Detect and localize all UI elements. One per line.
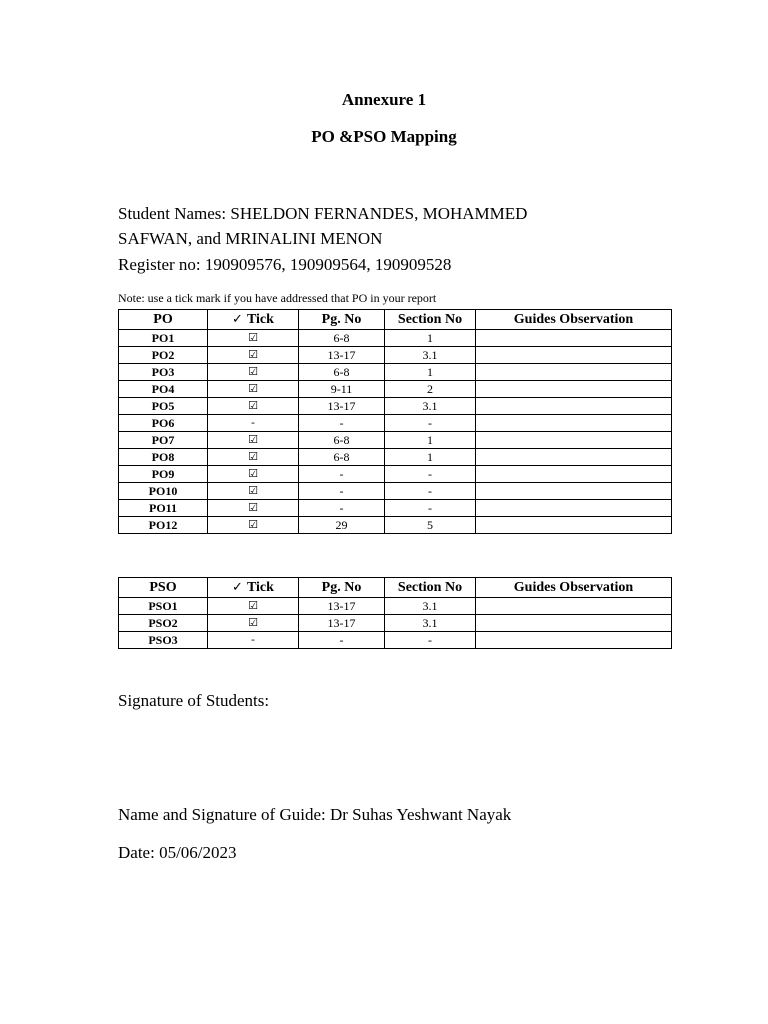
- pso-header-pg-no: Pg. No: [299, 578, 385, 598]
- section-number-cell: 1: [385, 364, 476, 381]
- section-number-cell: 3.1: [385, 347, 476, 364]
- pso-header-guides-observation: Guides Observation: [476, 578, 672, 598]
- page-number-cell: -: [299, 632, 385, 649]
- po-header-po: PO: [119, 310, 208, 330]
- page-number-cell: 6-8: [299, 364, 385, 381]
- pso-label: PSO2: [119, 615, 208, 632]
- po-header-section-no: Section No: [385, 310, 476, 330]
- pso-mapping-table: [118, 577, 672, 649]
- po-table-header-row: [119, 310, 672, 330]
- checkbox-icon: ☑: [208, 483, 299, 500]
- section-number-cell: -: [385, 500, 476, 517]
- students-signature-label: Signature of Students:: [118, 691, 270, 710]
- checkbox-icon: ☑: [208, 364, 299, 381]
- checkbox-icon: ☑: [208, 432, 299, 449]
- po-label: PO12: [119, 517, 208, 534]
- table-row: [119, 517, 672, 534]
- section-number-cell: 1: [385, 449, 476, 466]
- page-number-cell: 13-17: [299, 398, 385, 415]
- guides-observation-cell: [476, 415, 672, 432]
- student-names-line-1: Student Names: SHELDON FERNANDES, MOHAMMED: [118, 204, 528, 223]
- page-number-cell: -: [299, 415, 385, 432]
- checkbox-icon: ☑: [208, 381, 299, 398]
- pso-header-section-no: Section No: [385, 578, 476, 598]
- section-number-cell: 3.1: [385, 615, 476, 632]
- register-number: Register no: 190909576, 190909564, 190909528: [118, 255, 452, 274]
- table-row: [119, 598, 672, 615]
- section-number-cell: 5: [385, 517, 476, 534]
- checkbox-icon: ☑: [208, 449, 299, 466]
- page-number-cell: 13-17: [299, 598, 385, 615]
- po-header-guides-observation: Guides Observation: [476, 310, 672, 330]
- guides-observation-cell: [476, 598, 672, 615]
- table-row: [119, 432, 672, 449]
- guides-observation-cell: [476, 347, 672, 364]
- guides-observation-cell: [476, 517, 672, 534]
- checkbox-icon: ☑: [208, 466, 299, 483]
- table-row: [119, 381, 672, 398]
- page-heading: Annexure 1: [341, 90, 427, 109]
- checkbox-icon: ☑: [208, 500, 299, 517]
- po-mapping-table: [118, 309, 672, 534]
- guides-observation-cell: [476, 364, 672, 381]
- table-row: [119, 483, 672, 500]
- guides-observation-cell: [476, 432, 672, 449]
- section-number-cell: 2: [385, 381, 476, 398]
- table-row: [119, 415, 672, 432]
- pso-header-tick: [208, 578, 299, 598]
- po-label: PO5: [119, 398, 208, 415]
- section-number-cell: 1: [385, 330, 476, 347]
- table-row: [119, 347, 672, 364]
- guides-observation-cell: [476, 381, 672, 398]
- po-label: PO2: [119, 347, 208, 364]
- section-number-cell: 3.1: [385, 598, 476, 615]
- po-label: PO11: [119, 500, 208, 517]
- table-row: [119, 398, 672, 415]
- pso-table-header-row: [119, 578, 672, 598]
- table-row: [119, 466, 672, 483]
- po-label: PO7: [119, 432, 208, 449]
- page-number-cell: 29: [299, 517, 385, 534]
- page-number-cell: 9-11: [299, 381, 385, 398]
- page-number-cell: 13-17: [299, 347, 385, 364]
- student-names-line-2: SAFWAN, and MRINALINI MENON: [118, 229, 383, 248]
- po-label: PO3: [119, 364, 208, 381]
- pso-header-pso: PSO: [119, 578, 208, 598]
- section-number-cell: -: [385, 415, 476, 432]
- section-number-cell: 1: [385, 432, 476, 449]
- po-label: PO4: [119, 381, 208, 398]
- guides-observation-cell: [476, 500, 672, 517]
- table-row: [119, 449, 672, 466]
- po-label: PO8: [119, 449, 208, 466]
- po-label: PO1: [119, 330, 208, 347]
- guides-observation-cell: [476, 398, 672, 415]
- checkbox-icon: ☑: [208, 330, 299, 347]
- table-row: [119, 632, 672, 649]
- po-header-tick-label: Tick: [246, 312, 274, 327]
- section-number-cell: -: [385, 632, 476, 649]
- po-header-pg-no: Pg. No: [299, 310, 385, 330]
- pso-header-tick-label: Tick: [246, 580, 274, 595]
- page-number-cell: 6-8: [299, 432, 385, 449]
- page-number-cell: 6-8: [299, 449, 385, 466]
- tick-note: Note: use a tick mark if you have addressed that PO in your report: [118, 291, 437, 305]
- guides-observation-cell: [476, 449, 672, 466]
- table-row: [119, 364, 672, 381]
- checkbox-icon: ☑: [208, 398, 299, 415]
- po-label: PO10: [119, 483, 208, 500]
- guides-observation-cell: [476, 632, 672, 649]
- page-subheading: PO &PSO Mapping: [311, 127, 457, 146]
- guides-observation-cell: [476, 483, 672, 500]
- section-number-cell: 3.1: [385, 398, 476, 415]
- checkbox-icon: ☑: [208, 598, 299, 615]
- page-number-cell: 13-17: [299, 615, 385, 632]
- tick-cell: -: [208, 415, 299, 432]
- section-number-cell: -: [385, 466, 476, 483]
- po-header-tick: [208, 310, 299, 330]
- checkbox-icon: ☑: [208, 347, 299, 364]
- po-label: PO9: [119, 466, 208, 483]
- guides-observation-cell: [476, 615, 672, 632]
- checkbox-icon: ☑: [208, 517, 299, 534]
- checkmark-icon: ✓: [232, 312, 243, 327]
- page-number-cell: 6-8: [299, 330, 385, 347]
- pso-label: PSO1: [119, 598, 208, 615]
- page-number-cell: -: [299, 466, 385, 483]
- po-label: PO6: [119, 415, 208, 432]
- guides-observation-cell: [476, 330, 672, 347]
- checkbox-icon: ☑: [208, 615, 299, 632]
- table-row: [119, 330, 672, 347]
- table-row: [119, 615, 672, 632]
- page-number-cell: -: [299, 500, 385, 517]
- guides-observation-cell: [476, 466, 672, 483]
- checkmark-icon: ✓: [232, 580, 243, 595]
- section-number-cell: -: [385, 483, 476, 500]
- pso-label: PSO3: [119, 632, 208, 649]
- guide-name-signature: Name and Signature of Guide: Dr Suhas Yeshwant Nayak: [118, 805, 512, 824]
- document-date: Date: 05/06/2023: [118, 843, 237, 862]
- tick-cell: -: [208, 632, 299, 649]
- page-number-cell: -: [299, 483, 385, 500]
- table-row: [119, 500, 672, 517]
